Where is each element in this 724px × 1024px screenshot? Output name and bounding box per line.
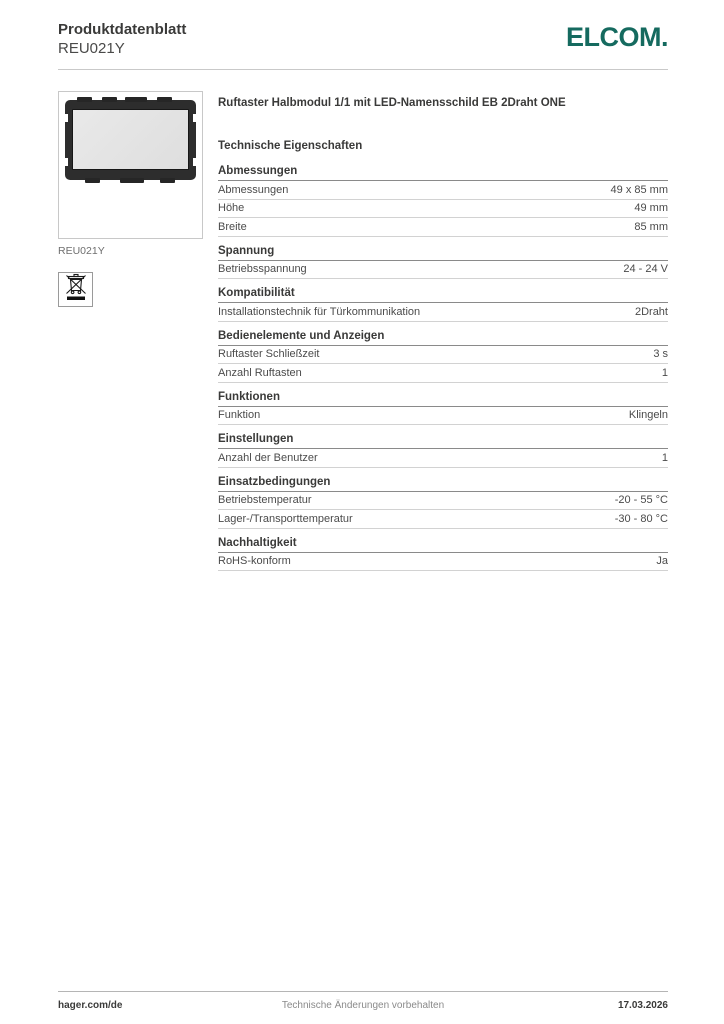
spec-section bbox=[218, 287, 668, 322]
spec-row bbox=[218, 218, 668, 237]
spec-section bbox=[218, 330, 668, 383]
spec-row-value: 3 s bbox=[653, 348, 668, 360]
spec-row bbox=[218, 510, 668, 529]
footer-date: 17.03.2026 bbox=[617, 1000, 668, 1011]
spec-section bbox=[218, 476, 668, 529]
footer-disclaimer: Technische Änderungen vorbehalten bbox=[281, 1000, 445, 1011]
spec-row-label: Betriebsspannung bbox=[218, 263, 307, 275]
product-id: REU021Y bbox=[58, 40, 125, 57]
main-content bbox=[58, 91, 668, 579]
spec-section-title: Nachhaltigkeit bbox=[218, 537, 668, 553]
spec-section-title: Spannung bbox=[218, 245, 668, 261]
spec-row-label: Höhe bbox=[218, 202, 245, 214]
spec-section bbox=[218, 537, 668, 572]
spec-row bbox=[218, 346, 668, 365]
spec-section-title: Einsatzbedingungen bbox=[218, 476, 668, 492]
spec-row-label: RoHS-konform bbox=[218, 555, 291, 567]
spec-row-label: Abmessungen bbox=[218, 183, 289, 196]
spec-row-value: -20 - 55 °C bbox=[614, 494, 668, 506]
weee-symbol-box bbox=[58, 272, 93, 307]
spec-row bbox=[218, 261, 668, 280]
spec-row-label: Lager-/Transporttemperatur bbox=[218, 512, 353, 525]
spec-row-label: Anzahl Ruftasten bbox=[218, 366, 302, 379]
spec-row bbox=[218, 407, 668, 426]
spec-row-value: 1 bbox=[661, 366, 668, 379]
spec-row bbox=[218, 303, 668, 322]
spec-column bbox=[218, 91, 668, 579]
spec-row-label: Ruftaster Schließzeit bbox=[218, 348, 320, 360]
spec-section-title: Kompatibilität bbox=[218, 287, 668, 303]
product-image bbox=[58, 91, 203, 239]
spec-row bbox=[218, 553, 668, 572]
ruftaster-module-illustration bbox=[65, 100, 196, 180]
spec-row-label: Betriebstemperatur bbox=[218, 494, 312, 506]
spec-row-label: Installationstechnik für Türkommunikation bbox=[218, 305, 421, 318]
spec-row-value: 1 bbox=[661, 451, 668, 464]
spec-row-value: 85 mm bbox=[634, 220, 668, 233]
spec-row bbox=[218, 449, 668, 468]
spec-section-title: Bedienelemente und Anzeigen bbox=[218, 330, 668, 346]
spec-section bbox=[218, 165, 668, 237]
product-media-column bbox=[58, 91, 203, 579]
product-title: Ruftaster Halbmodul 1/1 mit LED-Namensschild EB 2Draht ONE bbox=[218, 97, 566, 109]
spec-section-title: Einstellungen bbox=[218, 433, 668, 449]
elcom-logo: ELCOM. bbox=[566, 22, 668, 52]
spec-section bbox=[218, 433, 668, 468]
spec-row-label: Breite bbox=[218, 220, 247, 233]
technical-properties-heading: Technische Eigenschaften bbox=[218, 140, 363, 152]
spec-row-label: Anzahl der Benutzer bbox=[218, 451, 318, 464]
spec-row-value: 2Draht bbox=[634, 305, 668, 318]
spec-section-title: Abmessungen bbox=[218, 165, 668, 181]
spec-row bbox=[218, 200, 668, 219]
spec-section bbox=[218, 391, 668, 426]
header-titles bbox=[58, 20, 186, 58]
spec-row bbox=[218, 181, 668, 200]
spec-section bbox=[218, 245, 668, 280]
spec-row-value: -30 - 80 °C bbox=[614, 512, 668, 525]
product-image-caption: REU021Y bbox=[58, 245, 105, 257]
spec-row-label: Funktion bbox=[218, 409, 261, 421]
spec-row-value: 49 x 85 mm bbox=[610, 183, 668, 196]
document-header bbox=[58, 20, 668, 70]
hager-url-link[interactable]: hager.com/de bbox=[58, 1000, 123, 1011]
spec-row-value: 49 mm bbox=[634, 202, 668, 214]
document-footer bbox=[58, 991, 668, 1011]
spec-section-title: Funktionen bbox=[218, 391, 668, 407]
weee-crossed-out-bin-icon bbox=[63, 273, 89, 306]
spec-sections bbox=[218, 165, 668, 571]
nameplate-panel bbox=[72, 109, 189, 170]
spec-row bbox=[218, 364, 668, 383]
spec-row-value: Ja bbox=[656, 555, 668, 567]
spec-row bbox=[218, 492, 668, 511]
spec-row-value: Klingeln bbox=[628, 409, 668, 421]
spec-row-value: 24 - 24 V bbox=[623, 263, 668, 275]
document-type-title: Produktdatenblatt bbox=[58, 21, 187, 38]
